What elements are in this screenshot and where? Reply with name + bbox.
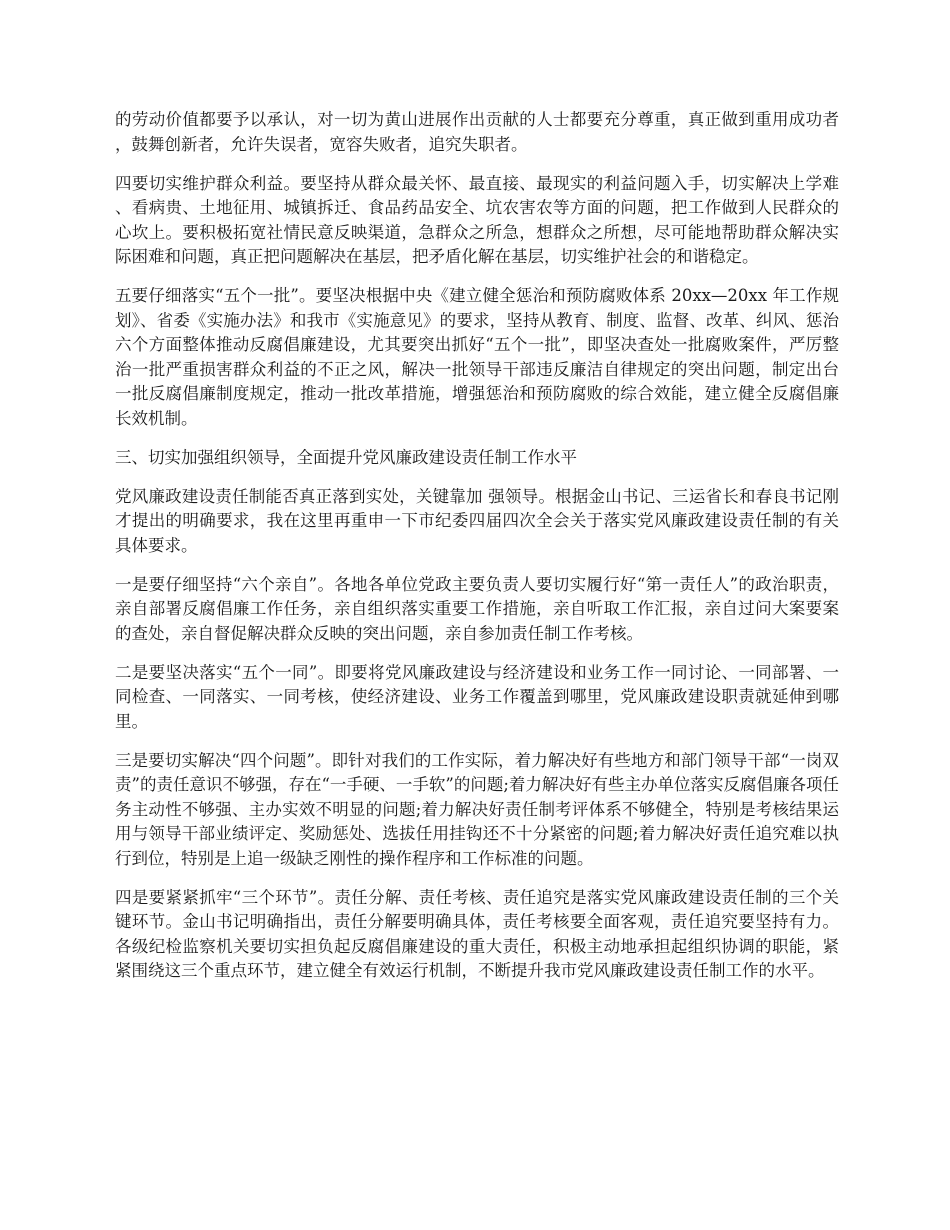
- paragraph-four-problems: 三是要切实解决“四个问题”。即针对我们的工作实际，着力解决好有些地方和部门领导干部“一岗双责”的责任意识不够强，存在“一手硬、一手软”的问题;着力解决好有些主办单位落实反腐倡廉各项任务主动性不够强、主办实效不明显的问题;着力解决好责任制考评体系不够健全，特别是考核结果运用与领导干部业绩评定、奖励惩处、选拔任用挂钩还不十分紧密的问题;着力解决好责任追究难以执行到位，特别是上追一级缺乏刚性的操作程序和工作标准的问题。: [115, 750, 839, 868]
- section-heading-three: 三、切实加强组织领导，全面提升党风廉政建设责任制工作水平: [115, 447, 577, 467]
- paragraph-six-personal: 一是要仔细坚持“六个亲自”。各地各单位党政主要负责人要切实履行好“第一责任人”的政治职责，亲自部署反腐倡廉工作任务，亲自组织落实重要工作措施，亲自听取工作汇报，亲自过问大案要案的查处，亲自督促解决群众反映的突出问题，亲自参加责任制工作考核。: [115, 574, 839, 643]
- paragraph-leadership-intro: 党风廉政建设责任制能否真正落到实处，关键靠加 强领导。根据金山书记、三运省长和春良书记刚才提出的明确要求，我在这里再重申一下市纪委四届四次全会关于落实党风廉政建设责任制的有关具体要求。: [115, 486, 839, 555]
- paragraph-three-links: 四是要紧紧抓牢“三个环节”。责任分解、责任考核、责任追究是落实党风廉政建设责任制的三个关键环节。金山书记明确指出，责任分解要明确具体，责任考核要全面客观，责任追究要坚持有力。各级纪检监察机关要切实担负起反腐倡廉建设的重大责任，积极主动地承担起组织协调的职能，紧紧围绕这三个重点环节，建立健全有效运行机制，不断提升我市党风廉政建设责任制工作的水平。: [115, 887, 839, 980]
- document-body: [115, 108, 839, 998]
- paragraph-five-together: 二是要坚决落实“五个一同”。即要将党风廉政建设与经济建设和业务工作一同讨论、一同部署、一同检查、一同落实、一同考核，使经济建设、业务工作覆盖到哪里，党风廉政建设职责就延伸到哪里。: [115, 662, 839, 731]
- paragraph-protect-public-interest: 四要切实维护群众利益。要坚持从群众最关怀、最直接、最现实的利益问题入手，切实解决上学难、看病贵、土地征用、城镇拆迁、食品药品安全、坑农害农等方面的问题，把工作做到人民群众的心坎上。要积极拓宽社情民意反映渠道，急群众之所急，想群众之所想，尽可能地帮助群众解决实际困难和问题，真正把问题解决在基层，把矛盾化解在基层，切实维护社会的和谐稳定。: [115, 173, 839, 266]
- paragraph-respect-contributors: 的劳动价值都要予以承认，对一切为黄山进展作出贡献的人士都要充分尊重，真正做到重用成功者，鼓舞创新者，允许失误者，宽容失败者，追究失职者。: [115, 110, 839, 154]
- paragraph-five-batches: 五要仔细落实“五个一批”。要坚决根据中央《建立健全惩治和预防腐败体系 20xx—20xx 年工作规划》、省委《实施办法》和我市《实施意见》的要求，坚持从教育、制度、监督、改革、纠风、惩治六个方面整体推动反腐倡廉建设，尤其要突出抓好“五个一批”，即坚决查处一批腐败案件，严厉整治一批严重损害群众利益的不正之风，解决一批领导干部违反廉洁自律规定的突出问题，制定出台一批反腐倡廉制度规定，推动一批改革措施，增强惩治和预防腐败的综合效能，建立健全反腐倡廉长效机制。: [115, 286, 839, 428]
